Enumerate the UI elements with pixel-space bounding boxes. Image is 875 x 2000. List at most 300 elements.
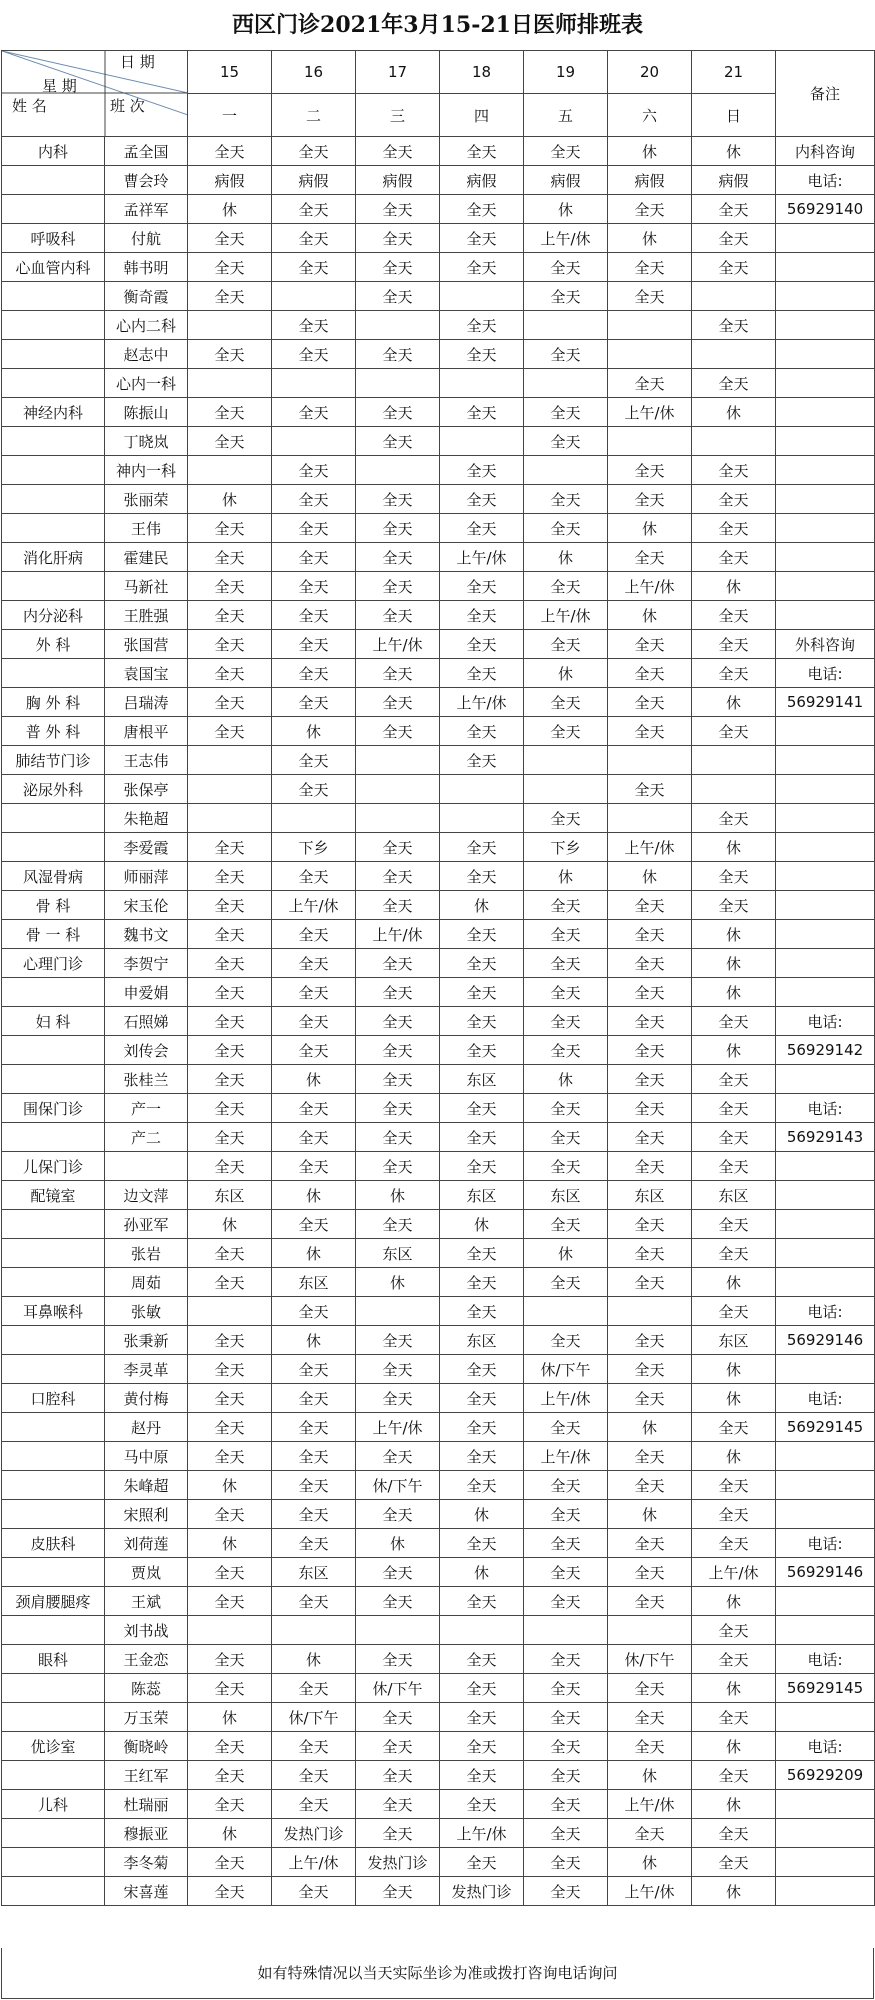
shift-cell: 全天	[188, 1500, 272, 1529]
shift-cell: 全天	[440, 1587, 524, 1616]
shift-cell: 全天	[356, 485, 440, 514]
table-row	[2, 311, 875, 340]
note-cell	[776, 340, 875, 369]
note-cell: 外科咨询	[776, 630, 875, 659]
table-row	[2, 137, 875, 166]
department-cell: 妇 科	[2, 1007, 105, 1036]
shift-cell: 全天	[440, 1152, 524, 1181]
shift-cell	[440, 775, 524, 804]
shift-cell	[524, 1616, 608, 1645]
doctor-name-cell: 李灵革	[105, 1355, 188, 1384]
shift-cell: 东区	[692, 1181, 776, 1210]
department-cell	[2, 311, 105, 340]
shift-cell: 东区	[272, 1268, 356, 1297]
shift-cell: 全天	[188, 1152, 272, 1181]
shift-cell: 全天	[272, 456, 356, 485]
shift-cell: 全天	[188, 1645, 272, 1674]
shift-cell: 休	[692, 949, 776, 978]
table-row	[2, 1587, 875, 1616]
shift-cell: 全天	[272, 485, 356, 514]
shift-cell	[188, 311, 272, 340]
shift-cell: 休	[608, 1761, 692, 1790]
shift-cell: 全天	[524, 1732, 608, 1761]
doctor-name-cell: 吕瑞涛	[105, 688, 188, 717]
table-row	[2, 688, 875, 717]
doctor-name-cell: 刘书战	[105, 1616, 188, 1645]
shift-cell: 全天	[608, 1123, 692, 1152]
table-row	[2, 1471, 875, 1500]
shift-cell: 全天	[608, 1703, 692, 1732]
department-cell	[2, 1326, 105, 1355]
shift-cell	[188, 746, 272, 775]
shift-cell: 全天	[272, 1152, 356, 1181]
table-row	[2, 485, 875, 514]
shift-cell: 休	[524, 195, 608, 224]
department-cell: 耳鼻喉科	[2, 1297, 105, 1326]
note-cell	[776, 1471, 875, 1500]
shift-cell: 全天	[356, 891, 440, 920]
shift-cell: 全天	[188, 1558, 272, 1587]
header-corner	[2, 51, 188, 137]
shift-cell: 全天	[188, 224, 272, 253]
doctor-name-cell: 张敏	[105, 1297, 188, 1326]
doctor-name-cell: 王金恋	[105, 1645, 188, 1674]
doctor-name-cell: 赵志中	[105, 340, 188, 369]
shift-cell: 全天	[440, 630, 524, 659]
shift-cell: 全天	[440, 1297, 524, 1326]
shift-cell: 全天	[608, 1036, 692, 1065]
department-cell	[2, 514, 105, 543]
shift-cell: 全天	[692, 253, 776, 282]
note-cell	[776, 1181, 875, 1210]
doctor-name-cell: 孟全国	[105, 137, 188, 166]
shift-cell: 全天	[440, 746, 524, 775]
shift-cell: 全天	[188, 282, 272, 311]
shift-cell: 全天	[524, 340, 608, 369]
shift-cell: 全天	[356, 1007, 440, 1036]
date-header: 15	[188, 51, 272, 94]
shift-cell: 全天	[524, 1326, 608, 1355]
shift-cell: 全天	[356, 427, 440, 456]
shift-cell: 东区	[440, 1326, 524, 1355]
shift-cell: 全天	[272, 659, 356, 688]
shift-cell: 全天	[608, 456, 692, 485]
shift-cell: 全天	[692, 1065, 776, 1094]
shift-cell: 全天	[440, 572, 524, 601]
shift-cell: 全天	[356, 1500, 440, 1529]
shift-cell: 全天	[524, 1703, 608, 1732]
shift-cell: 全天	[692, 1471, 776, 1500]
shift-cell	[356, 311, 440, 340]
shift-cell	[356, 1616, 440, 1645]
shift-cell: 全天	[608, 717, 692, 746]
shift-cell: 全天	[608, 1268, 692, 1297]
shift-cell: 休/下午	[356, 1471, 440, 1500]
shift-cell: 全天	[356, 601, 440, 630]
shift-cell: 全天	[692, 1819, 776, 1848]
shift-cell: 全天	[440, 1442, 524, 1471]
shift-cell: 全天	[188, 137, 272, 166]
shift-cell: 全天	[524, 630, 608, 659]
table-row	[2, 1210, 875, 1239]
shift-cell: 上午/休	[272, 1848, 356, 1877]
doctor-name-cell: 贾岚	[105, 1558, 188, 1587]
shift-cell	[272, 804, 356, 833]
department-cell: 口腔科	[2, 1384, 105, 1413]
note-cell: 电话:	[776, 1007, 875, 1036]
shift-cell: 发热门诊	[440, 1877, 524, 1906]
schedule-table	[1, 50, 875, 1906]
shift-cell	[356, 369, 440, 398]
shift-cell	[188, 1297, 272, 1326]
shift-cell: 全天	[272, 1123, 356, 1152]
department-cell	[2, 1558, 105, 1587]
shift-cell: 全天	[440, 1674, 524, 1703]
shift-cell: 全天	[272, 253, 356, 282]
doctor-name-cell: 曹会玲	[105, 166, 188, 195]
shift-cell: 东区	[692, 1326, 776, 1355]
shift-cell: 全天	[692, 456, 776, 485]
shift-cell: 全天	[608, 1442, 692, 1471]
shift-cell: 休	[188, 1529, 272, 1558]
doctor-name-cell: 霍建民	[105, 543, 188, 572]
shift-cell: 休	[692, 1732, 776, 1761]
shift-cell: 上午/休	[356, 920, 440, 949]
department-cell	[2, 369, 105, 398]
table-row	[2, 427, 875, 456]
shift-cell: 全天	[272, 862, 356, 891]
shift-cell: 上午/休	[524, 601, 608, 630]
shift-cell: 全天	[188, 340, 272, 369]
table-row	[2, 891, 875, 920]
shift-cell: 全天	[608, 1674, 692, 1703]
shift-cell: 全天	[608, 775, 692, 804]
shift-cell: 全天	[188, 1326, 272, 1355]
department-cell	[2, 1703, 105, 1732]
shift-cell: 全天	[608, 659, 692, 688]
table-row	[2, 1558, 875, 1587]
shift-cell: 全天	[356, 659, 440, 688]
shift-cell	[608, 427, 692, 456]
shift-cell: 全天	[356, 949, 440, 978]
note-cell	[776, 1877, 875, 1906]
shift-cell: 全天	[524, 717, 608, 746]
shift-cell: 全天	[188, 1268, 272, 1297]
shift-cell: 全天	[608, 891, 692, 920]
shift-cell: 休/下午	[272, 1703, 356, 1732]
shift-cell: 全天	[356, 1558, 440, 1587]
shift-cell: 全天	[608, 1007, 692, 1036]
note-cell	[776, 543, 875, 572]
department-cell	[2, 340, 105, 369]
shift-cell: 全天	[524, 949, 608, 978]
doctor-name-cell: 陈蕊	[105, 1674, 188, 1703]
department-cell: 眼科	[2, 1645, 105, 1674]
table-row	[2, 195, 875, 224]
date-header: 20	[608, 51, 692, 94]
shift-cell: 全天	[356, 398, 440, 427]
department-cell	[2, 659, 105, 688]
shift-cell: 全天	[188, 630, 272, 659]
department-cell	[2, 1210, 105, 1239]
shift-cell: 全天	[524, 572, 608, 601]
table-row	[2, 398, 875, 427]
table-row	[2, 659, 875, 688]
note-cell	[776, 398, 875, 427]
shift-cell	[440, 804, 524, 833]
footer-note: 如有特殊情况以当天实际坐诊为准或拨打咨询电话询问	[1, 1948, 874, 1999]
shift-cell: 病假	[188, 166, 272, 195]
shift-cell: 全天	[188, 978, 272, 1007]
shift-cell: 病假	[692, 166, 776, 195]
shift-cell: 全天	[188, 862, 272, 891]
shift-cell: 休	[356, 1268, 440, 1297]
note-cell	[776, 1703, 875, 1732]
shift-cell: 全天	[608, 1326, 692, 1355]
doctor-name-cell: 朱艳超	[105, 804, 188, 833]
department-cell	[2, 1036, 105, 1065]
shift-cell	[356, 775, 440, 804]
shift-cell: 休	[524, 1239, 608, 1268]
shift-cell: 全天	[608, 949, 692, 978]
weekday-header: 三	[356, 94, 440, 137]
shift-cell: 全天	[524, 1413, 608, 1442]
doctor-name-cell: 王胜强	[105, 601, 188, 630]
shift-cell	[272, 282, 356, 311]
shift-cell: 全天	[608, 282, 692, 311]
shift-cell: 休	[692, 1790, 776, 1819]
doctor-name-cell: 申爱娟	[105, 978, 188, 1007]
shift-cell: 全天	[440, 1007, 524, 1036]
shift-cell: 休	[524, 862, 608, 891]
department-cell	[2, 166, 105, 195]
shift-cell: 全天	[692, 1297, 776, 1326]
shift-cell: 休	[608, 224, 692, 253]
shift-cell: 全天	[524, 1152, 608, 1181]
doctor-name-cell: 魏书文	[105, 920, 188, 949]
shift-cell	[440, 369, 524, 398]
shift-cell: 全天	[440, 485, 524, 514]
shift-cell: 全天	[440, 1471, 524, 1500]
table-row	[2, 1152, 875, 1181]
shift-cell	[524, 456, 608, 485]
shift-cell: 全天	[692, 1848, 776, 1877]
shift-cell: 全天	[272, 224, 356, 253]
shift-cell: 全天	[608, 1094, 692, 1123]
shift-cell: 上午/休	[524, 1384, 608, 1413]
shift-cell: 全天	[272, 949, 356, 978]
note-cell: 56929145	[776, 1413, 875, 1442]
shift-cell: 上午/休	[608, 398, 692, 427]
shift-cell: 全天	[692, 1123, 776, 1152]
table-row	[2, 1616, 875, 1645]
shift-cell: 全天	[524, 1587, 608, 1616]
note-cell	[776, 572, 875, 601]
shift-cell: 全天	[188, 920, 272, 949]
shift-cell: 全天	[440, 311, 524, 340]
shift-cell: 全天	[608, 978, 692, 1007]
shift-cell: 全天	[356, 1384, 440, 1413]
note-cell: 内科咨询	[776, 137, 875, 166]
shift-cell: 休	[692, 1877, 776, 1906]
note-cell	[776, 311, 875, 340]
shift-cell: 全天	[272, 601, 356, 630]
shift-cell: 下乡	[272, 833, 356, 862]
department-cell: 骨 科	[2, 891, 105, 920]
shift-cell: 休	[524, 543, 608, 572]
shift-cell: 全天	[692, 1616, 776, 1645]
shift-cell: 全天	[356, 1761, 440, 1790]
shift-cell	[188, 456, 272, 485]
shift-cell: 全天	[440, 1703, 524, 1732]
shift-cell: 上午/休	[440, 688, 524, 717]
date-header: 19	[524, 51, 608, 94]
doctor-name-cell: 李冬菊	[105, 1848, 188, 1877]
shift-cell: 全天	[608, 1384, 692, 1413]
shift-cell: 全天	[272, 1297, 356, 1326]
shift-cell: 东区	[608, 1181, 692, 1210]
shift-cell: 下乡	[524, 833, 608, 862]
shift-cell: 全天	[440, 398, 524, 427]
shift-cell: 休	[188, 1471, 272, 1500]
shift-cell: 全天	[524, 485, 608, 514]
shift-cell: 休	[272, 717, 356, 746]
shift-cell: 全天	[440, 1732, 524, 1761]
shift-cell: 全天	[188, 1877, 272, 1906]
shift-cell: 全天	[524, 1007, 608, 1036]
department-cell	[2, 1442, 105, 1471]
department-cell: 颈肩腰腿疼	[2, 1587, 105, 1616]
shift-cell: 全天	[272, 1877, 356, 1906]
shift-cell: 全天	[440, 224, 524, 253]
doctor-name-cell: 刘传会	[105, 1036, 188, 1065]
table-row	[2, 1500, 875, 1529]
shift-cell	[692, 282, 776, 311]
shift-cell	[608, 340, 692, 369]
table-row	[2, 1761, 875, 1790]
doctor-name-cell: 张岩	[105, 1239, 188, 1268]
doctor-name-cell: 李贺宁	[105, 949, 188, 978]
shift-cell	[692, 746, 776, 775]
weekday-header: 六	[608, 94, 692, 137]
shift-cell: 全天	[272, 572, 356, 601]
shift-cell: 全天	[608, 369, 692, 398]
shift-cell: 全天	[272, 1500, 356, 1529]
table-row	[2, 1848, 875, 1877]
shift-cell: 全天	[272, 978, 356, 1007]
shift-cell: 休	[692, 978, 776, 1007]
shift-cell: 全天	[188, 1384, 272, 1413]
shift-cell: 全天	[188, 717, 272, 746]
shift-cell: 全天	[524, 1645, 608, 1674]
shift-cell: 全天	[272, 514, 356, 543]
note-cell: 电话:	[776, 166, 875, 195]
note-cell	[776, 978, 875, 1007]
shift-cell	[188, 775, 272, 804]
shift-cell: 休	[272, 1326, 356, 1355]
shift-cell: 全天	[440, 195, 524, 224]
shift-cell: 全天	[272, 398, 356, 427]
doctor-name-cell: 王斌	[105, 1587, 188, 1616]
shift-cell: 全天	[272, 920, 356, 949]
shift-cell: 全天	[272, 775, 356, 804]
shift-cell: 全天	[272, 1790, 356, 1819]
shift-cell: 全天	[524, 137, 608, 166]
shift-cell: 全天	[188, 1413, 272, 1442]
doctor-name-cell: 王伟	[105, 514, 188, 543]
shift-cell	[272, 427, 356, 456]
department-cell	[2, 195, 105, 224]
shift-cell: 全天	[272, 1587, 356, 1616]
department-cell: 骨 一 科	[2, 920, 105, 949]
shift-cell: 全天	[440, 456, 524, 485]
department-cell: 外 科	[2, 630, 105, 659]
shift-cell: 病假	[440, 166, 524, 195]
shift-cell: 休	[692, 833, 776, 862]
shift-cell: 全天	[524, 891, 608, 920]
note-cell	[776, 891, 875, 920]
note-cell	[776, 224, 875, 253]
note-cell	[776, 485, 875, 514]
doctor-name-cell: 边文萍	[105, 1181, 188, 1210]
shift-cell: 病假	[356, 166, 440, 195]
shift-cell: 休	[440, 891, 524, 920]
shift-cell: 全天	[608, 630, 692, 659]
shift-cell	[272, 369, 356, 398]
shift-cell: 全天	[608, 253, 692, 282]
shift-cell: 上午/休	[524, 224, 608, 253]
shift-cell	[188, 804, 272, 833]
shift-cell: 全天	[272, 1471, 356, 1500]
shift-cell: 全天	[692, 369, 776, 398]
note-cell	[776, 1268, 875, 1297]
note-cell: 56929145	[776, 1674, 875, 1703]
department-cell	[2, 1616, 105, 1645]
department-cell: 泌尿外科	[2, 775, 105, 804]
department-cell	[2, 427, 105, 456]
shift-cell: 全天	[188, 253, 272, 282]
department-cell	[2, 1471, 105, 1500]
shift-cell: 休	[692, 572, 776, 601]
shift-cell: 全天	[356, 862, 440, 891]
table-row	[2, 862, 875, 891]
table-row	[2, 920, 875, 949]
shift-cell: 全天	[356, 1703, 440, 1732]
note-cell	[776, 1210, 875, 1239]
shift-cell: 全天	[692, 862, 776, 891]
shift-cell: 全天	[692, 659, 776, 688]
shift-cell: 全天	[188, 833, 272, 862]
shift-cell: 全天	[692, 1500, 776, 1529]
table-row	[2, 369, 875, 398]
note-cell	[776, 282, 875, 311]
shift-cell: 全天	[272, 137, 356, 166]
shift-cell	[356, 746, 440, 775]
shift-cell: 全天	[356, 514, 440, 543]
shift-cell: 全天	[272, 1529, 356, 1558]
weekday-header: 四	[440, 94, 524, 137]
doctor-name-cell: 王志伟	[105, 746, 188, 775]
table-row	[2, 1007, 875, 1036]
department-cell: 皮肤科	[2, 1529, 105, 1558]
shift-cell: 全天	[440, 659, 524, 688]
department-cell: 围保门诊	[2, 1094, 105, 1123]
shift-cell: 休	[272, 1181, 356, 1210]
shift-cell: 全天	[524, 1790, 608, 1819]
note-cell	[776, 456, 875, 485]
doctor-name-cell: 唐根平	[105, 717, 188, 746]
schedule-body	[2, 137, 875, 1906]
